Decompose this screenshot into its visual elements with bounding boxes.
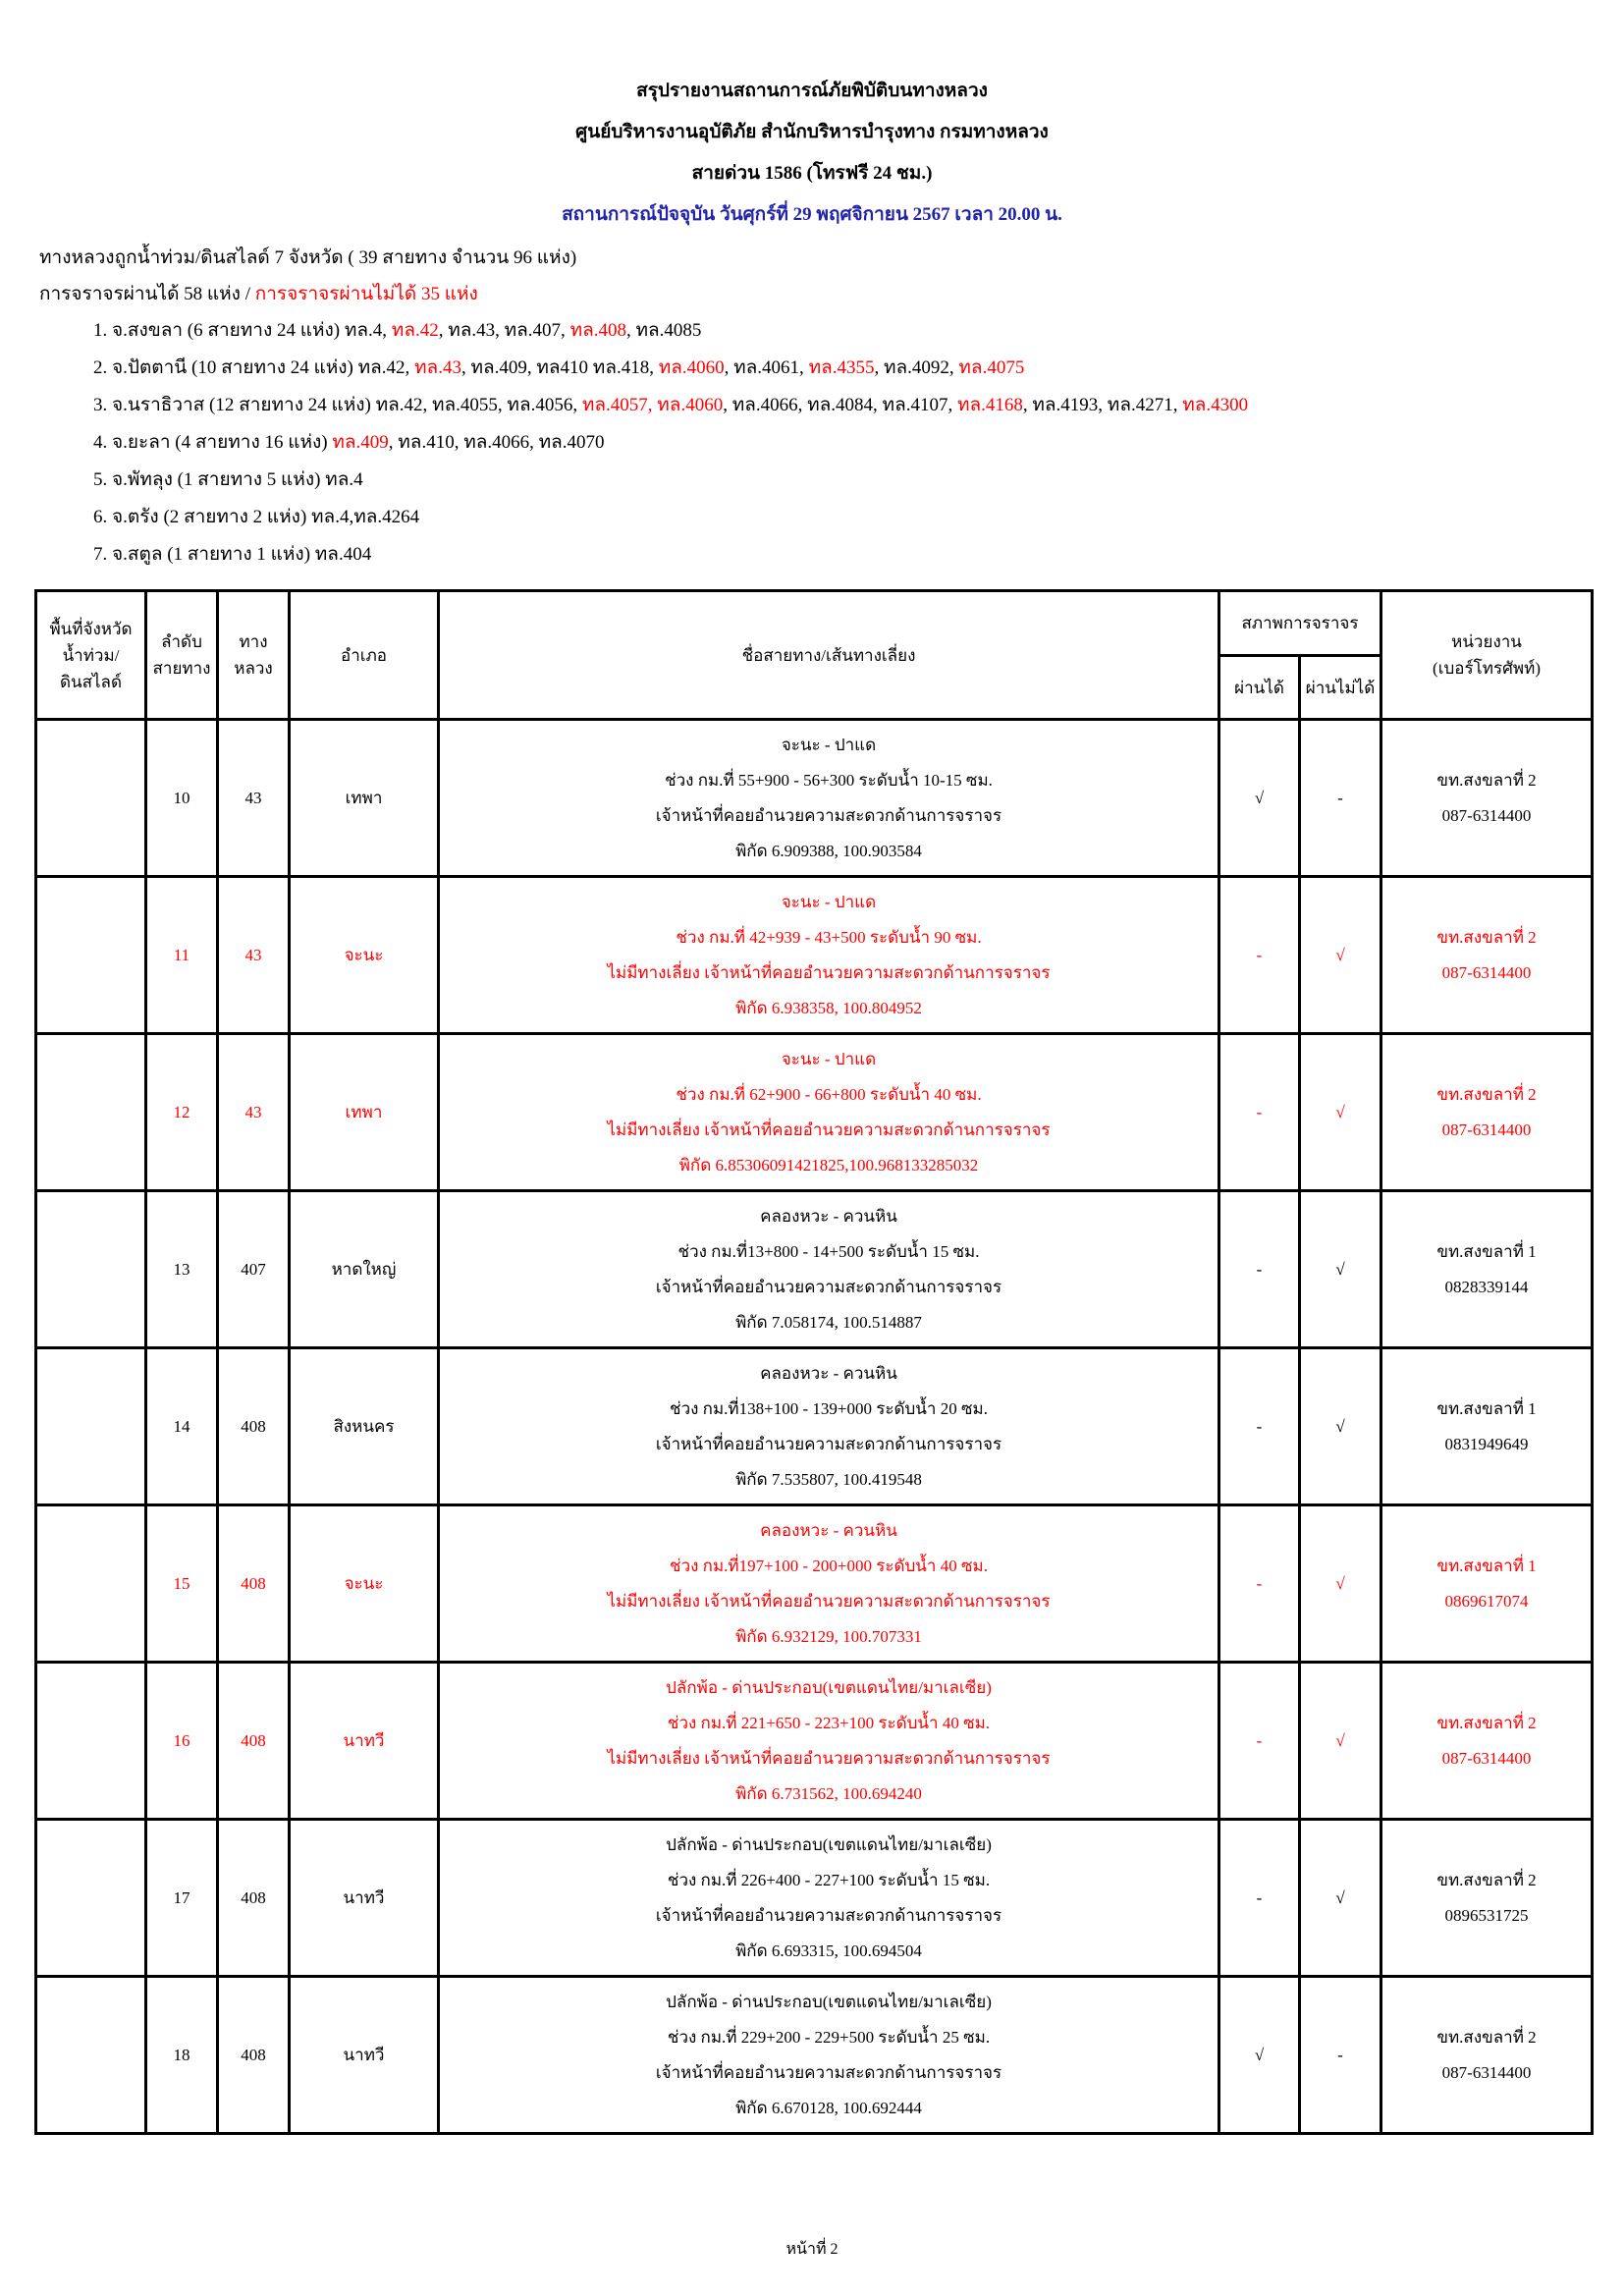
cell-passable: - xyxy=(1219,1505,1300,1663)
table-row xyxy=(36,720,1593,877)
cell-passable: - xyxy=(1219,1191,1300,1348)
text-segment: 3. จ.นราธิวาส (12 สายทาง 24 แห่ง) ทล.42, ทล.4055, ทล.4056, xyxy=(93,395,582,415)
header-route-name: ชื่อสายทาง/เส้นทางเลี่ยง xyxy=(439,591,1219,720)
province-list xyxy=(93,312,1590,574)
text-segment: ทล.4060 xyxy=(658,357,725,378)
cell-area xyxy=(36,1191,146,1348)
unit-phone: 087-6314400 xyxy=(1441,805,1532,825)
cell-district: จะนะ xyxy=(290,877,439,1034)
text-segment: การจราจรผ่านได้ 58 แห่ง / xyxy=(39,284,255,304)
text-segment: 7. จ.สตูล (1 สายทาง 1 แห่ง) ทล.404 xyxy=(93,544,372,565)
unit-phone: 0869617074 xyxy=(1444,1591,1529,1611)
cell-route-number: 408 xyxy=(218,1505,290,1663)
route-name-line: จะนะ - ปาแด xyxy=(781,892,877,911)
route-section-line: ช่วง กม.ที่ 229+200 - 229+500 ระดับน้ำ 25 ซม. xyxy=(667,2027,991,2047)
cell-seq: 17 xyxy=(146,1820,218,1977)
route-note-line: เจ้าหน้าที่คอยอำนวยความสะดวกด้านการจราจร xyxy=(655,805,1002,825)
route-coords-line: พิกัด 6.670128, 100.692444 xyxy=(735,2098,922,2117)
cell-passable: - xyxy=(1219,877,1300,1034)
cell-seq: 14 xyxy=(146,1348,218,1505)
header-unit-line: หน่วยงาน xyxy=(1451,632,1522,651)
unit-name: ขท.สงขลาที่ 2 xyxy=(1436,1870,1537,1889)
cell-passable: - xyxy=(1219,1820,1300,1977)
cell-route-number: 408 xyxy=(218,1820,290,1977)
route-name-line: คลองหวะ - ควนหิน xyxy=(760,1520,897,1540)
cell-area xyxy=(36,1034,146,1191)
cell-route-number: 408 xyxy=(218,1348,290,1505)
cell-unit xyxy=(1381,1663,1593,1820)
route-note-line: เจ้าหน้าที่คอยอำนวยความสะดวกด้านการจราจร xyxy=(655,1277,1002,1296)
report-org: ศูนย์บริหารงานอุบัติภัย สำนักบริหารบำรุงทาง กรมทางหลวง xyxy=(575,122,1049,142)
table-row xyxy=(36,1191,1593,1348)
route-coords-line: พิกัด 6.909388, 100.903584 xyxy=(735,841,922,860)
cell-passable: - xyxy=(1219,1034,1300,1191)
cell-seq: 13 xyxy=(146,1191,218,1348)
report-header xyxy=(0,0,1624,236)
text-segment: , ทล.410, ทล.4066, ทล.4070 xyxy=(388,432,605,453)
report-hotline: สายด่วน 1586 (โทรฟรี 24 ชม.) xyxy=(691,163,933,184)
unit-phone: 0828339144 xyxy=(1444,1277,1529,1296)
cell-seq: 16 xyxy=(146,1663,218,1820)
route-section-line: ช่วง กม.ที่197+100 - 200+000 ระดับน้ำ 40 ซม. xyxy=(670,1556,988,1575)
route-note-line: ไม่มีทางเลี่ยง เจ้าหน้าที่คอยอำนวยความสะดวกด้านการจราจร xyxy=(607,962,1051,982)
route-section-line: ช่วง กม.ที่13+800 - 14+500 ระดับน้ำ 15 ซม. xyxy=(677,1241,980,1261)
text-segment: ทล.4168 xyxy=(956,395,1023,415)
cell-passable: √ xyxy=(1219,1977,1300,2134)
route-name-line: คลองหวะ - ควนหิน xyxy=(760,1206,897,1226)
route-section-line: ช่วง กม.ที่ 42+939 - 43+500 ระดับน้ำ 90 ซม. xyxy=(676,927,982,947)
text-segment: ทล.409 xyxy=(332,432,389,453)
cell-area xyxy=(36,1663,146,1820)
province-item xyxy=(93,499,1590,536)
cell-route-name xyxy=(439,1191,1219,1348)
table-row xyxy=(36,877,1593,1034)
cell-route-name xyxy=(439,1820,1219,1977)
cell-route-number: 407 xyxy=(218,1191,290,1348)
text-segment: ทล.4300 xyxy=(1182,395,1249,415)
cell-route-name xyxy=(439,1348,1219,1505)
cell-route-number: 408 xyxy=(218,1977,290,2134)
header-area-line: น้ำท่วม/ xyxy=(62,645,120,665)
cell-route-name xyxy=(439,720,1219,877)
cell-seq: 15 xyxy=(146,1505,218,1663)
cell-district: หาดใหญ่ xyxy=(290,1191,439,1348)
cell-not-passable: √ xyxy=(1300,877,1381,1034)
table-body xyxy=(36,720,1593,2134)
route-name-line: ปลักพ้อ - ด่านประกอบ(เขตแดนไทย/มาเลเซีย) xyxy=(666,1834,992,1854)
province-item xyxy=(93,350,1590,387)
cell-route-number: 43 xyxy=(218,877,290,1034)
table-row xyxy=(36,1034,1593,1191)
table-row xyxy=(36,1505,1593,1663)
cell-area xyxy=(36,877,146,1034)
cell-seq: 18 xyxy=(146,1977,218,2134)
unit-phone: 087-6314400 xyxy=(1441,1120,1532,1139)
cell-unit xyxy=(1381,1034,1593,1191)
cell-district: เทพา xyxy=(290,720,439,877)
province-item xyxy=(93,387,1590,424)
cell-not-passable: √ xyxy=(1300,1663,1381,1820)
route-name-line: ปลักพ้อ - ด่านประกอบ(เขตแดนไทย/มาเลเซีย) xyxy=(666,1677,992,1697)
route-name-line: จะนะ - ปาแด xyxy=(781,735,877,754)
header-passable: ผ่านได้ xyxy=(1219,656,1300,720)
cell-district: สิงหนคร xyxy=(290,1348,439,1505)
route-note-line: เจ้าหน้าที่คอยอำนวยความสะดวกด้านการจราจร xyxy=(655,1905,1002,1925)
cell-not-passable: √ xyxy=(1300,1191,1381,1348)
route-note-line: ไม่มีทางเลี่ยง เจ้าหน้าที่คอยอำนวยความสะดวกด้านการจราจร xyxy=(607,1748,1051,1768)
cell-district: นาทวี xyxy=(290,1820,439,1977)
traffic-summary-line xyxy=(39,276,1590,312)
text-segment: ทล.4057, ทล.4060 xyxy=(581,395,724,415)
cell-route-name xyxy=(439,877,1219,1034)
cell-passable: - xyxy=(1219,1663,1300,1820)
unit-name: ขท.สงขลาที่ 1 xyxy=(1436,1398,1537,1418)
text-segment: 6. จ.ตรัง (2 สายทาง 2 แห่ง) ทล.4,ทล.4264 xyxy=(93,507,420,527)
unit-name: ขท.สงขลาที่ 2 xyxy=(1436,927,1537,947)
text-segment: ทล.42 xyxy=(391,320,439,341)
text-segment: , ทล.4085 xyxy=(625,320,702,341)
text-segment: 5. จ.พัทลุง (1 สายทาง 5 แห่ง) ทล.4 xyxy=(93,469,363,490)
text-segment: , ทล.4092, xyxy=(874,357,959,378)
table-row xyxy=(36,1977,1593,2134)
route-coords-line: พิกัด 6.731562, 100.694240 xyxy=(735,1783,922,1803)
cell-unit xyxy=(1381,1191,1593,1348)
header-route xyxy=(218,591,290,720)
cell-area xyxy=(36,1348,146,1505)
cell-area xyxy=(36,1820,146,1977)
province-item xyxy=(93,536,1590,574)
cell-area xyxy=(36,1505,146,1663)
route-note-line: ไม่มีทางเลี่ยง เจ้าหน้าที่คอยอำนวยความสะดวกด้านการจราจร xyxy=(607,1591,1051,1611)
route-coords-line: พิกัด 6.932129, 100.707331 xyxy=(735,1626,922,1646)
text-segment: ทล.408 xyxy=(569,320,626,341)
route-name-line: คลองหวะ - ควนหิน xyxy=(760,1363,897,1383)
header-not-passable: ผ่านไม่ได้ xyxy=(1300,656,1381,720)
cell-district: เทพา xyxy=(290,1034,439,1191)
header-seq-line: สายทาง xyxy=(152,659,211,678)
header-area-line: ดินสไลด์ xyxy=(59,672,123,691)
header-district: อำเภอ xyxy=(290,591,439,720)
cell-route-number: 43 xyxy=(218,1034,290,1191)
cell-area xyxy=(36,720,146,877)
page-number: หน้าที่ 2 xyxy=(785,2241,839,2258)
header-seq xyxy=(146,591,218,720)
unit-name: ขท.สงขลาที่ 1 xyxy=(1436,1241,1537,1261)
route-coords-line: พิกัด 7.535807, 100.419548 xyxy=(735,1469,922,1489)
unit-phone: 087-6314400 xyxy=(1441,962,1532,982)
province-item xyxy=(93,462,1590,499)
text-segment: , ทล.4061, xyxy=(724,357,809,378)
cell-unit xyxy=(1381,1820,1593,1977)
header-unit xyxy=(1381,591,1593,720)
unit-name: ขท.สงขลาที่ 1 xyxy=(1436,1556,1537,1575)
route-section-line: ช่วง กม.ที่ 221+650 - 223+100 ระดับน้ำ 40 ซม. xyxy=(667,1713,991,1732)
header-route-line: หลวง xyxy=(234,659,273,678)
header-seq-line: ลำดับ xyxy=(161,632,202,651)
header-unit-line: (เบอร์โทรศัพท์) xyxy=(1433,659,1541,678)
cell-not-passable: √ xyxy=(1300,1820,1381,1977)
unit-name: ขท.สงขลาที่ 2 xyxy=(1436,1713,1537,1732)
route-name-line: จะนะ - ปาแด xyxy=(781,1049,877,1068)
province-item xyxy=(93,312,1590,350)
route-name-line: ปลักพ้อ - ด่านประกอบ(เขตแดนไทย/มาเลเซีย) xyxy=(666,1992,992,2011)
route-coords-line: พิกัด 6.693315, 100.694504 xyxy=(735,1941,922,1960)
cell-seq: 12 xyxy=(146,1034,218,1191)
cell-unit xyxy=(1381,1505,1593,1663)
cell-district: จะนะ xyxy=(290,1505,439,1663)
cell-not-passable: √ xyxy=(1300,1034,1381,1191)
text-segment: 1. จ.สงขลา (6 สายทาง 24 แห่ง) ทล.4, xyxy=(93,320,392,341)
table-header xyxy=(36,591,1593,720)
route-section-line: ช่วง กม.ที่ 62+900 - 66+800 ระดับน้ำ 40 ซม. xyxy=(676,1084,982,1104)
cell-not-passable: √ xyxy=(1300,1505,1381,1663)
cell-district: นาทวี xyxy=(290,1977,439,2134)
unit-phone: 0896531725 xyxy=(1444,1905,1529,1925)
route-section-line: ช่วง กม.ที่138+100 - 139+000 ระดับน้ำ 20 ซม. xyxy=(670,1398,988,1418)
route-coords-line: พิกัด 6.938358, 100.804952 xyxy=(735,998,922,1017)
cell-district: นาทวี xyxy=(290,1663,439,1820)
route-coords-line: พิกัด 6.85306091421825,100.968133285032 xyxy=(678,1155,979,1175)
cell-not-passable: - xyxy=(1300,1977,1381,2134)
unit-name: ขท.สงขลาที่ 2 xyxy=(1436,1084,1537,1104)
unit-phone: 0831949649 xyxy=(1444,1434,1529,1453)
table-row xyxy=(36,1348,1593,1505)
report-status-datetime: สถานการณ์ปัจจุบัน วันศุกร์ที่ 29 พฤศจิกายน 2567 เวลา 20.00 น. xyxy=(562,204,1062,225)
cell-route-name xyxy=(439,1977,1219,2134)
route-note-line: เจ้าหน้าที่คอยอำนวยความสะดวกด้านการจราจร xyxy=(655,2062,1002,2082)
unit-phone: 087-6314400 xyxy=(1441,1748,1532,1768)
text-segment: ทล.4355 xyxy=(808,357,875,378)
cell-route-name xyxy=(439,1505,1219,1663)
route-section-line: ช่วง กม.ที่ 226+400 - 227+100 ระดับน้ำ 15 ซม. xyxy=(667,1870,991,1889)
route-note-line: เจ้าหน้าที่คอยอำนวยความสะดวกด้านการจราจร xyxy=(655,1434,1002,1453)
intro-section xyxy=(39,240,1590,574)
cell-route-name xyxy=(439,1034,1219,1191)
text-segment: , ทล.409, ทล410 ทล.418, xyxy=(460,357,659,378)
text-segment: , ทล.4193, ทล.4271, xyxy=(1022,395,1183,415)
unit-name: ขท.สงขลาที่ 2 xyxy=(1436,770,1537,790)
cell-area xyxy=(36,1977,146,2134)
route-coords-line: พิกัด 7.058174, 100.514887 xyxy=(735,1312,922,1332)
cell-unit xyxy=(1381,1977,1593,2134)
report-title: สรุปรายงานสถานการณ์ภัยพิบัติบนทางหลวง xyxy=(636,81,988,101)
flood-report-table xyxy=(34,589,1594,2135)
cell-route-number: 43 xyxy=(218,720,290,877)
cell-seq: 10 xyxy=(146,720,218,877)
text-segment: ทล.4075 xyxy=(958,357,1025,378)
text-segment: การจราจรผ่านไม่ได้ 35 แห่ง xyxy=(254,284,478,304)
cell-not-passable: - xyxy=(1300,720,1381,877)
header-area-line: พื้นที่จังหวัด xyxy=(49,619,133,638)
flood-summary-line: ทางหลวงถูกน้ำท่วม/ดินสไลด์ 7 จังหวัด ( 39 สายทาง จำนวน 96 แห่ง) xyxy=(39,247,577,268)
text-segment: ทล.43 xyxy=(414,357,461,378)
cell-not-passable: √ xyxy=(1300,1348,1381,1505)
table-row xyxy=(36,1663,1593,1820)
text-segment: , ทล.43, ทล.407, xyxy=(438,320,570,341)
cell-passable: - xyxy=(1219,1348,1300,1505)
route-section-line: ช่วง กม.ที่ 55+900 - 56+300 ระดับน้ำ 10-15 ซม. xyxy=(665,770,993,790)
text-segment: , ทล.4066, ทล.4084, ทล.4107, xyxy=(723,395,957,415)
route-note-line: ไม่มีทางเลี่ยง เจ้าหน้าที่คอยอำนวยความสะดวกด้านการจราจร xyxy=(607,1120,1051,1139)
text-segment: 2. จ.ปัตตานี (10 สายทาง 24 แห่ง) ทล.42, xyxy=(93,357,415,378)
cell-seq: 11 xyxy=(146,877,218,1034)
cell-unit xyxy=(1381,720,1593,877)
cell-route-name xyxy=(439,1663,1219,1820)
table-row xyxy=(36,1820,1593,1977)
cell-route-number: 408 xyxy=(218,1663,290,1820)
unit-phone: 087-6314400 xyxy=(1441,2062,1532,2082)
province-item xyxy=(93,424,1590,462)
header-traffic-group: สภาพการจราจร xyxy=(1219,591,1381,656)
text-segment: 4. จ.ยะลา (4 สายทาง 16 แห่ง) xyxy=(93,432,333,453)
cell-unit xyxy=(1381,1348,1593,1505)
cell-passable: √ xyxy=(1219,720,1300,877)
unit-name: ขท.สงขลาที่ 2 xyxy=(1436,2027,1537,2047)
header-route-line: ทาง xyxy=(239,632,268,651)
header-area xyxy=(36,591,146,720)
cell-unit xyxy=(1381,877,1593,1034)
